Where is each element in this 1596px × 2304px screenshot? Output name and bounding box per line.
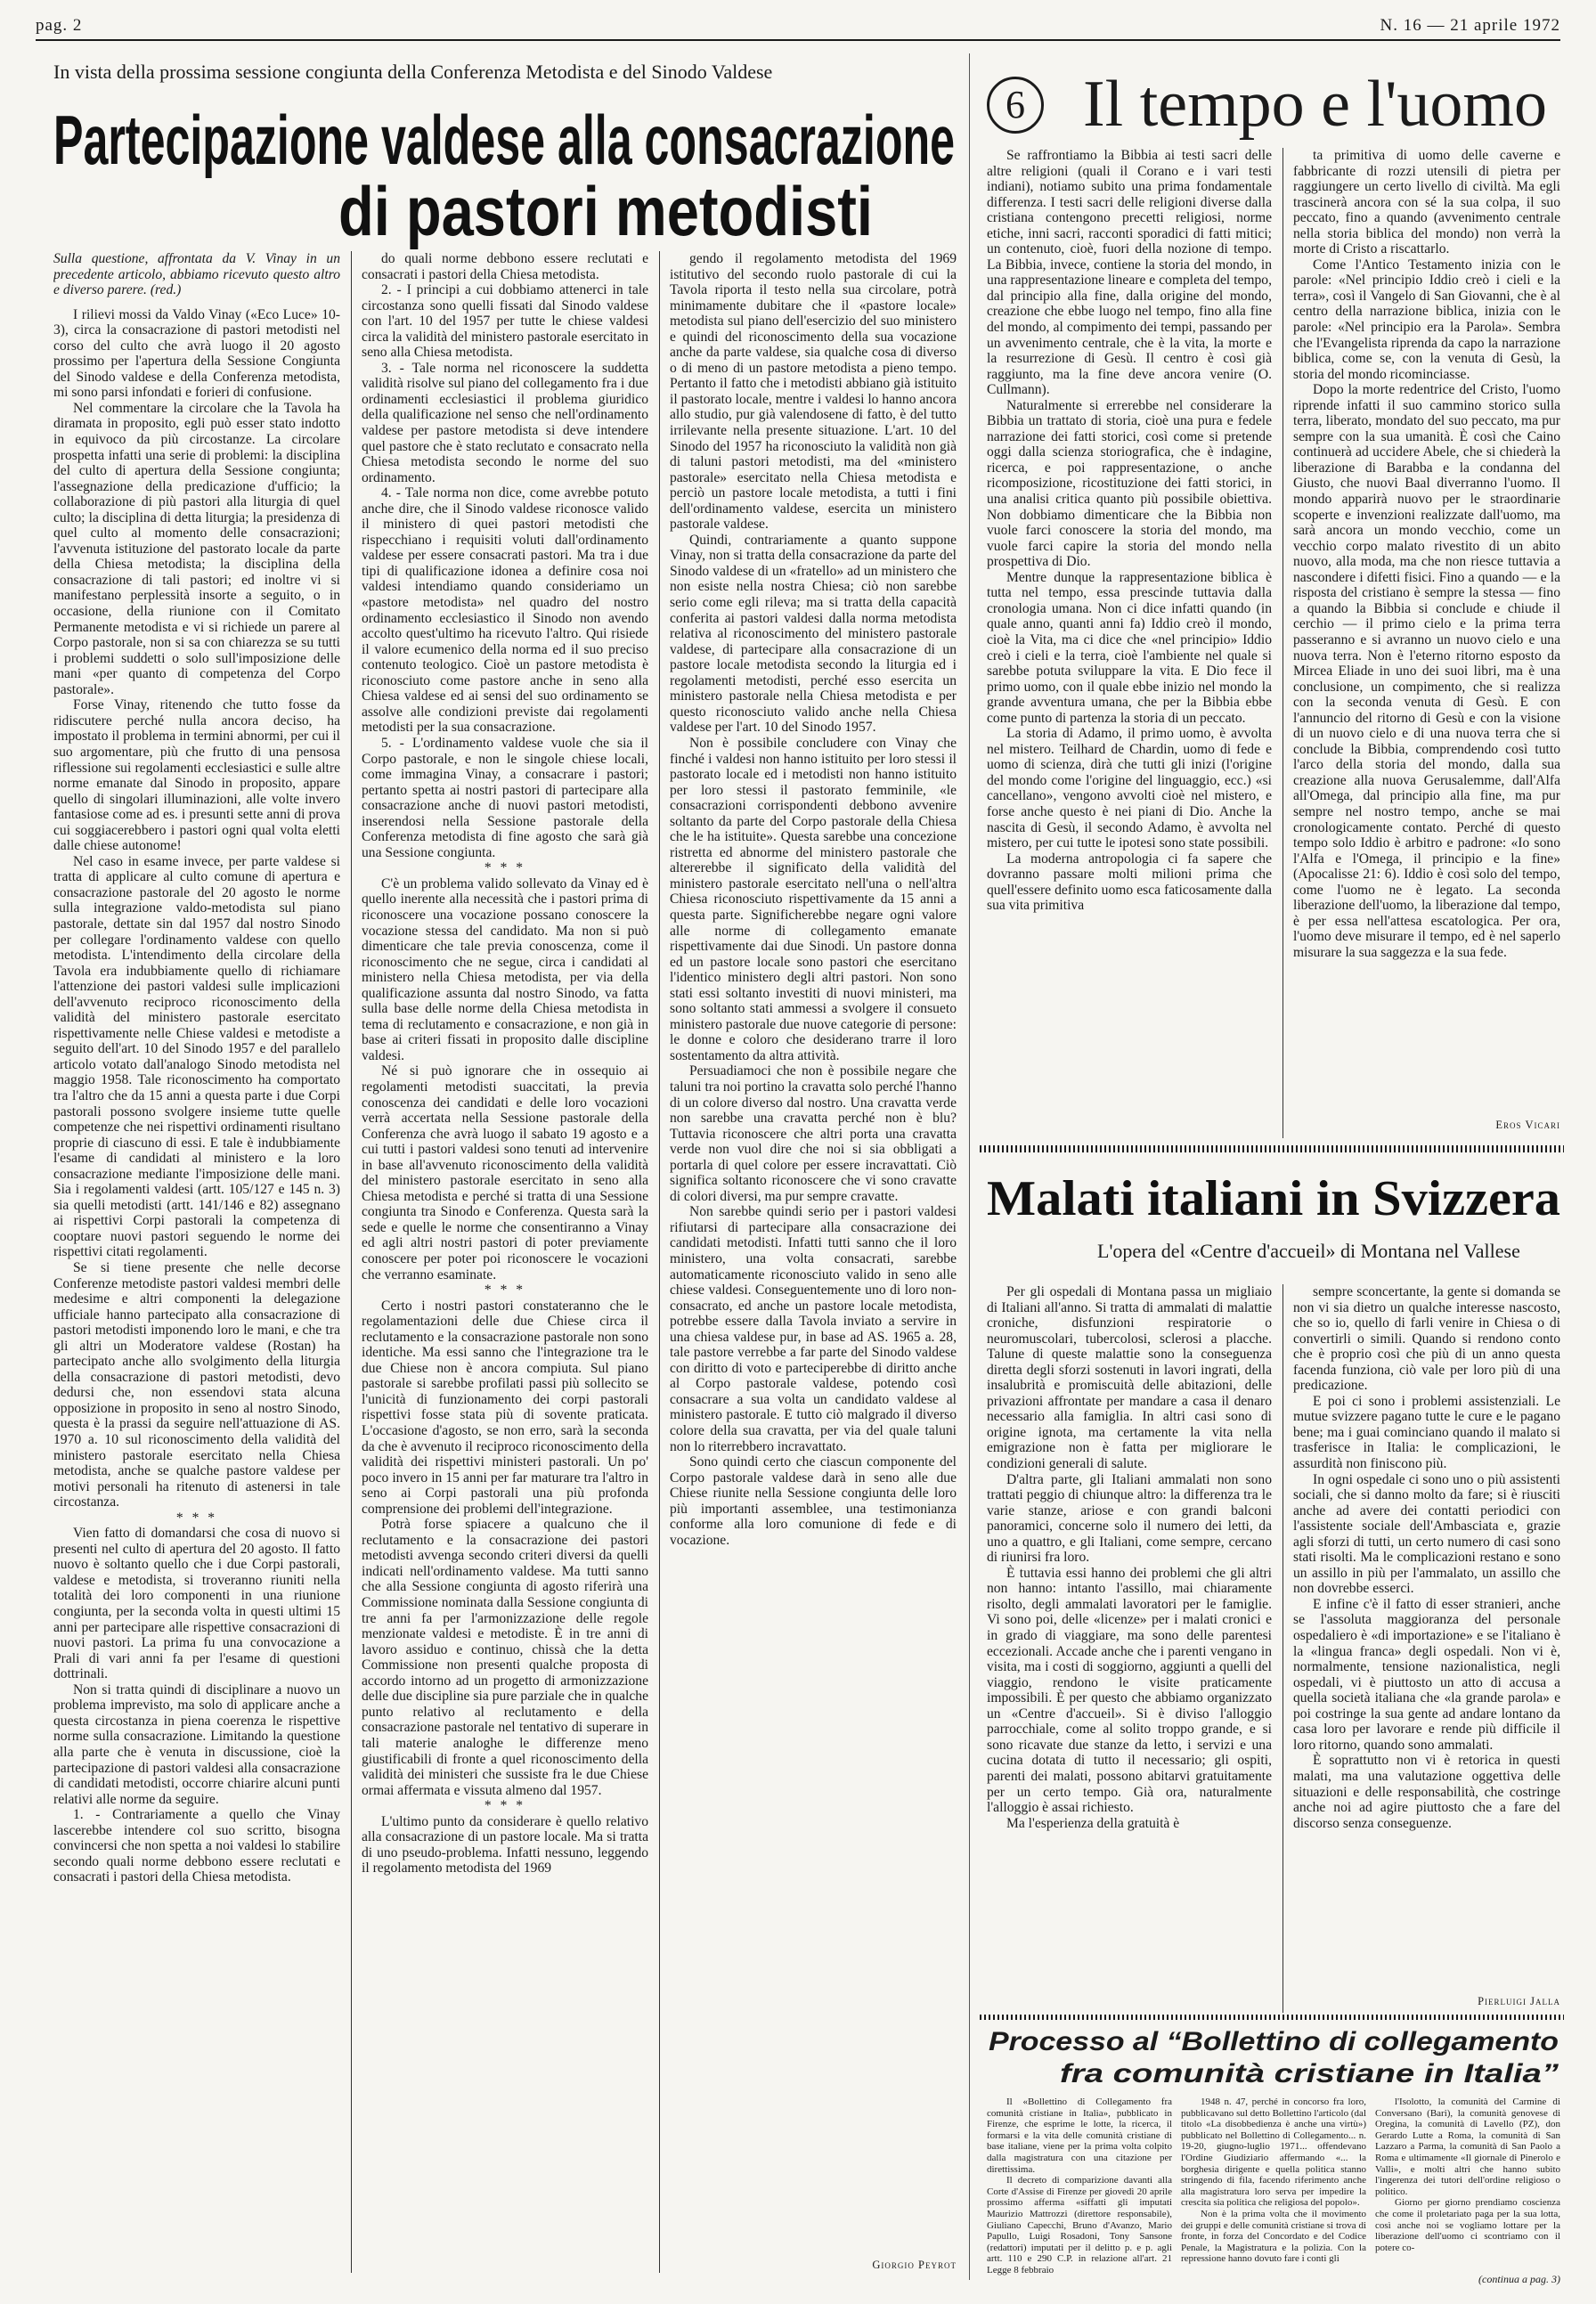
article2-column-1 xyxy=(987,148,1272,1138)
article1-paragraph: L'ultimo punto da considerare è quello relativo alla consacrazione di un pastore locale. Ma si tratta di uno pseudo-problema. Infatti nessuno, leggendo il regolamento metodista del 1969 xyxy=(362,1813,648,1877)
column-separator xyxy=(659,251,660,2273)
article1-column-2 xyxy=(362,251,648,2273)
page-number: pag. 2 xyxy=(36,16,83,35)
article1-paragraph: Non si tratta quindi di disciplinare a nuovo un problema imprevisto, ma solo di applicare anche a questa circostanza in piena coerenza le rispettive norme sulla consacrazione. Limitando la questione alla parte che è venuta in discussione, cioè la partecipazione di pastori valdesi alla consacrazione di candidati metodisti, occorre chiarire alcuni punti relativi alle norme da seguire. xyxy=(53,1681,340,1807)
article3-column-1 xyxy=(987,1284,1272,2013)
article4-paragraph: Giorno per giorno prendiamo coscienza che come il proletariato paga per la sua lotta, così anche noi se vogliamo lottare per la liberazione dell'uomo ci scontriamo con il potere co- xyxy=(1375,2197,1560,2253)
article1-paragraph: Non è possibile concludere con Vinay che finché i valdesi non hanno istituito per loro stessi il pastorato locale ed i metodisti non hanno istituito per loro stessi il pastorato femminile, «le consacrazioni corrispondenti debbono avvenire soltanto da parte del Corpo pastorale della Chiesa che le ha istituite». Questa sarebbe una concezione ristretta ed abnorme del ministero pastorale che altererebbe il significato della validità del ministero pastorale esercitato nell'una o nell'altra Chiesa riconosciuto rispettivamente da 15 anni a questa parte. Significherebbe negare ogni valore alle norme di collegamento emanate rispettivamente dai due Sinodi. Un pastore donna ed un pastore locale sono pastori che esercitano l'identico ministero degli altri pastori. Non sono stati essi soltanto investiti di nuovi ministeri, ma sono soltanto stati ammessi a svolgere il consueto ministero pastorale due nuove categorie di persone: le donne e coloro che desiderano trarre il loro sostentamento da altra attività. xyxy=(670,735,957,1063)
article1-paragraph: Nel commentare la circolare che la Tavola ha diramata in proposito, egli può esser stato indotto in equivoco da più circostanze. La circolare prospetta infatti una serie di problemi: la disciplina del culto di apertura della Sessione congiunta; l'assegnazione della predicazione d'ufficio; la collaborazione di più pastori alla liturgia di quel culto; la disciplina di detta liturgia; la presidenza di quel culto al momento delle consacrazioni; l'avvenuta istituzione del pastorato locale da parte della Chiesa metodista; la disciplina della consacrazione di tali pastori; ed inoltre vi si manifestano perplessità insorte a seguito, o in occasione, della riunione con il Comitato Permanente metodista e vi si richiede un parere al Corpo pastorale, non si sa con chiarezza se su tutti i problemi suddetti o solo sull'imposizione delle mani «per quanto di competenza del Corpo pastorale». xyxy=(53,400,340,697)
section-stars: * * * xyxy=(175,1510,218,1526)
article4-column-1 xyxy=(987,2096,1172,2284)
article2-paragraph: Se raffrontiamo la Bibbia ai testi sacri delle altre religioni (quali il Corano e i vari testi indiani), notiamo subito una prima fondamentale differenza. I testi sacri delle religioni diverse dalla cristiana contengono precetti religiosi, norme etiche, inni sacri, racconti sporadici di fatti mitici; un contenuto, cioè, fuori della nozione di tempo. La Bibbia, invece, contiene la storia del mondo, in una rappresentazione lineare e completa del tempo, dal principio alla fine, dalla origine del mondo, creazione che ebbe luogo nel tempo, fino alla fine del mondo, al compimento dei tempi, passando per un avvenimento centrale, che è la vita, la morte e la resurrezione di Gesù. Il centro è così già raggiunto, ma la fine deve ancora venire (O. Cullmann). xyxy=(987,148,1272,398)
article1-paragraph: Se si tiene presente che nelle decorse Conferenze metodiste pastori valdesi membri delle medesime e altri componenti la delegazione ufficiale hanno partecipato alla consacrazione di pastori metodisti imponendo loro le mani, e che tra gli altri un Moderatore valdese (Rostan) ha partecipato anche allo svolgimento della liturgia della consacrazione di pastori metodisti, devo dedursi che, non essendovi stata alcuna opposizione in proposito in seno al nostro Sinodo, questa è la prassi da seguire nell'attuazione di AS. 1970 a. 10 sul riconoscimento della validità del ministero pastorale esercitato nella Chiesa metodista, anche se qualche pastore valdese per motivi personali ha ritenuto di astenersi in tale circostanza. xyxy=(53,1260,340,1510)
article1-paragraph: 2. - I principi a cui dobbiamo attenerci in tale circostanza sono quelli fissati dal Sinodo valdese con l'art. 10 del 1957 per tutte le chiese valdesi circa la validità del ministero pastorale esercitato in seno alla Chiesa metodista. xyxy=(362,282,648,361)
article3-paragraph: È tuttavia essi hanno dei problemi che gli altri non hanno: intanto l'assillo, mai chiaramente risolto, degli ammalati lavoratori per le famiglie. Vi sono poi, delle «licenze» per i malati cronici e in grado di viaggiare, ma sono delle parentesi eccezionali. Accade anche che i parenti vengano in visita, ma i costi di soggiorno, aggiunti a quelli del viaggio, rendono le visite praticamente impossibili. È per questo che abbiamo organizzato un «Centre d'accueil». Si è diviso l'alloggio parrocchiale, come al solito troppo grande, e si sono ricavate due stanze da letto, i servizi e una cucina dotata di tutto il necessario; gli ospiti, parenti dei malati, possono abitarvi gratuitamente per un certo tempo. Già ora, naturalmente l'alloggio è assai richiesto. xyxy=(987,1565,1272,1816)
article1-kicker: In vista della prossima sessione congiunta della Conferenza Metodista e del Sinodo Valdese xyxy=(53,61,773,83)
article2-number-badge: 6 xyxy=(987,77,1044,134)
article1-paragraph: Certo i nostri pastori constateranno che le regolamentazioni delle due Chiese circa il reclutamento e la consacrazione pastorale non sono identiche. Ma essi sanno che l'integrazione tra le due Chiese non è ancora compiuta. Sul piano pastorale si sarebbe profilati passi più sollecito se l'unicità di funzionamento dei corpi pastorali rispettivi fosse stata più di sovente praticata. L'occasione d'agosto, se non erro, sarà la seconda da che è avvenuto il reciproco riconoscimento della validità dei rispettivi ministeri pastorali. Un po' poco invero in 15 anni per far maturare tra l'altro in seno ai Corpi pastorali una più profonda comprensione dei problemi dell'integrazione. xyxy=(362,1298,648,1517)
article1-paragraph: 3. - Tale norma nel riconoscere la suddetta validità risolve sul piano del collegamento fra i due ordinamenti ecclesiastici il problema giuridico della qualificazione nel senso che nell'ordinamento valdese per pastore metodista si deve intendere quel pastore che è stato reclutato e consacrato nella Chiesa metodista secondo le norme del suo ordinamento. xyxy=(362,360,648,485)
article1-paragraph: Persuadiamoci che non è possibile negare che taluni tra noi portino la cravatta solo perché l'hanno di un colore diverso dal nostro. Una cravatta verde non sarebbe una cravatta perché non è blu? Tuttavia riconoscere che altri porta una cravatta verde non vuol dire che noi si sia obbligati a portarla di quel colore per essere incravattati. Ciò significa soltanto riconoscere che vi sono cravatte di colori diversi, ma pur sempre cravatte. xyxy=(670,1063,957,1204)
section-divider-4 xyxy=(980,2015,1564,2020)
article4-paragraph: 1948 n. 47, perché in concorso fra loro, pubblicavano sul detto Bollettino l'articolo (dal titolo «La disobbedienza è anche una virtù») pubblicato nel Bollettino di Collegamento... n. 19-20, giugno-luglio 1971... offendevano l'Ordine Giudiziario affermando «... la borghesia dirigente e quella politica stanno stringendo di fila, facendo riferimento anche alla magistratura loro serva per impedire la crescita sia politica che religiosa del popolo». xyxy=(1181,2096,1366,2209)
section-stars: * * * xyxy=(484,1282,526,1299)
article1-paragraph: Né si può ignorare che in ossequio ai regolamenti metodisti suaccitati, la previa conoscenza dei candidati e delle loro vocazioni verrà accertata nella Sessione pastorale della Conferenza che avrà luogo il sabato 19 agosto e a cui tutti i pastori valdesi sono tenuti ad intervenire in base all'avvenuto riconoscimento della validità del ministero pastorale esercitato in seno alla Chiesa metodista e perché si tratta di una Sessione congiunta tra Sinodo e Conferenza. Questa sarà la sede e quelle le norme che consentiranno a Vinay ed agli altri nostri pastori di poter previamente conoscere per poter poi riconoscere le vocazioni che verranno esaminate. xyxy=(362,1063,648,1282)
masthead-rule xyxy=(36,39,1560,41)
article1-column-3 xyxy=(670,251,957,2202)
section-divider xyxy=(980,1145,1564,1152)
page-column-separator xyxy=(969,53,970,2280)
article3-title: Malati italiani in Svizzera xyxy=(987,1171,1560,1226)
article3-paragraph: E infine c'è il fatto di esser stranieri, anche se l'assoluta maggioranza del personale ospedaliero è «di importazione» e se l'italiano è la «lingua franca» degli ospedali. Non vi è, normalmente, tensione nazionalistica, negli ospedali, vi è piuttosto un atto di accusa a quella società italiana che «la grande parola» e poi costringe la sua gente ad andare lontano da casa loro per lavorare e rende più difficile il loro ritorno, quando sono ammalati. xyxy=(1293,1596,1560,1753)
article3-paragraph: E poi ci sono i problemi assistenziali. Le mutue svizzere pagano tutte le cure e le pagano bene; ma i guai cominciano quando il malato si trasferisce in Italia: le complicazioni, le assurdità non finiscono più. xyxy=(1293,1393,1560,1472)
article4-paragraph: Non è la prima volta che il movimento dei gruppi e delle comunità cristiane si trova di fronte, in forza del Concordato e del Codice Penale, la Magistratura e la polizia. Con la repressione hanno dovuto fare i conti gli xyxy=(1181,2208,1366,2265)
article1-paragraph: 1. - Contrariamente a quello che Vinay lascerebbe intendere col suo scritto, bisogna convincersi che non spetta a noi valdesi lo stabilire secondo quali norme debbono essere reclutati e consacrati i pastori della Chiesa metodista. xyxy=(53,1807,340,1885)
article4-column-2 xyxy=(1181,2096,1366,2284)
article1-column-1-body xyxy=(53,307,340,1885)
article1-paragraph: 5. - L'ordinamento valdese vuole che sia il Corpo pastorale, e non le singole chiese locali, come immagina Vinay, a consacrare i pastori; pertanto spetta ai nostri pastori di partecipare alla consacrazione anche di nuovi pastori metodisti, inserendosi nella Sessione pastorale della Conferenza metodista di fine agosto che sarà già una Sessione congiunta. xyxy=(362,735,648,860)
article1-paragraph: do quali norme debbono essere reclutati e consacrati i pastori della Chiesa metodista. xyxy=(362,251,648,282)
article2-paragraph: Naturalmente si errerebbe nel considerare la Bibbia un trattato di storia, cioè una pura e fedele narrazione dei fatti storici, così come si pretende oggi dalla scienza storiografica, che è indagine, ricerca, e poi rappresentazione, o anche ricomposizione, ricostituzione dei fatti storici, in una analisi critica quanto più possibile obiettiva. Non dobbiamo dimenticare che la Bibbia non vuole farci conoscere la storia del mondo, ma vuole farci capire la storia del mondo nella prospettiva di Dio. xyxy=(987,397,1272,570)
article4-title-line2: fra comunità cristiane in Italia” xyxy=(1060,2059,1559,2088)
article2-paragraph: Mentre dunque la rappresentazione biblica è tutta nel tempo, essa prescinde tuttavia dalla cronologia umana. Non ci dice infatti quando (in quale anno, quanti anni fa) Iddio creò il mondo, cioè la Vita, ma ci dice che «nel principio» Iddio creò i cieli e la terra, cioè l'ambiente nel quale si sarebbe potuta sviluppare la vita. E Dio fece il primo uomo, con il quale ebbe inizio nel mondo la grande avventura umana, che per la Bibbia ebbe come punto di partenza la storia di un peccato. xyxy=(987,569,1272,726)
article1-title-line1: Partecipazione valdese alla consacrazione xyxy=(53,101,955,179)
article1-column-1 xyxy=(53,251,340,2273)
article1-paragraph: Potrà forse spiacere a qualcuno che il reclutamento e la consacrazione dei pastori metodisti avvenga secondo criteri diversi da quelli indicati nell'ordinamento valdese. Ma tutti sanno che alla Sessione congiunta di agosto riferirà una Commissione nominata dalla Sessione congiunta di tre anni fa per l'armonizzazione delle regole menzionate valdesi e metodiste. È in tre anni di lavoro assiduo e continuo, chissà che la detta Commissione non presenti qualche proposta di accordo intorno ad un progetto di armonizzazione delle due discipline sia pure parziale che in qualche punto relativo al reclutamento e della consacrazione pastorale nel tentativo di superare in tali materie analoghe le differenze meno giustificabili di fronte a quel riconoscimento della validità dei ministeri che sussiste fra le due Chiese ormai affermata e vissuta almeno dal 1957. xyxy=(362,1517,648,1798)
article2-paragraph: La storia di Adamo, il primo uomo, è avvolta nel mistero. Teilhard de Chardin, uomo di fede e uomo di scienza, dirà che tutti gli inizi (l'origine del mondo come l'origine del linguaggio, ecc.) «si cancellano», vengono avvolti cioè nel mistero, e forse anche questo è nei piani di Dio. Anche la nascita di Gesù, il secondo Adamo, è avvolta nel mistero, per cui tutte le ipotesi sono state possibili. xyxy=(987,726,1272,851)
article2-paragraph: La moderna antropologia ci fa sapere che dovranno passare molti milioni prima che quell'essere definito uomo esca faticosamente dalla sua vita primitiva xyxy=(987,851,1272,914)
article4-paragraph: Il decreto di comparizione davanti alla Corte d'Assise di Firenze per giovedì 20 aprile prossimo afferma «siffatti gli imputati Maurizio Mattrozzi (direttore responsabile), Giuliano Capecchi, Bruno d'Avanzo, Mario Papullo, Luigi Rosadoni, Tony Sansone (redattori) imputati per il delitto p. e p. agli artt. 110 e 290 C.P. in relazione all'art. 21 Legge 8 febbraio xyxy=(987,2175,1172,2276)
article3-signature: Pierluigi Jalla xyxy=(1478,1995,1560,2007)
article1-intro: Sulla questione, affrontata da V. Vinay in un precedente articolo, abbiamo ricevuto questo altro e diverso parere. (red.) xyxy=(53,251,340,298)
article1-paragraph: Non sarebbe quindi serio per i pastori valdesi rifiutarsi di partecipare alla consacrazione dei candidati metodisti. Infatti tutti sanno che il loro ministero, una volta consacrati, sarebbe automaticamente riconosciuto valido in seno alle chiese valdesi. Conseguentemente uno di loro non-consacrato, ed anche un pastore locale metodista, potrebbe essere dalla Tavola inviato a servire in una chiesa valdese pur, in base ad AS. 1965 a. 28, tale pastore verrebbe a far parte del Sinodo valdese con diritto di voto e parteciperebbe di diritto anche al Corpo pastorale valdese, potendo così consacrare a sua volta un candidato valdese al ministero pastorale. E tutto ciò malgrado il diverso colore della sua cravatta, per via del quale taluni non lo riterrebbero incravattato. xyxy=(670,1204,957,1454)
article3-subtitle: L'opera del «Centre d'accueil» di Montana nel Vallese xyxy=(1097,1240,1520,1262)
column-separator xyxy=(1282,148,1283,1138)
article1-paragraph: 4. - Tale norma non dice, come avrebbe potuto anche dire, che il Sinodo valdese riconosce valido il ministero di quei pastori metodisti che rispecchiano i requisiti voluti dall'ordinamento valdese per essere consacrati pastori. Ma tra i due tipi di qualificazione idonea a definire cosa noi valdesi intendiamo quando consideriamo un «pastore metodista» nel quadro del nostro ordinamento ecclesiastico il Sinodo non avendo accolto quest'ultimo ha ricevuto l'altro. Qui risiede il valore ecumenico della norma ed il suo preciso contenuto teologico. Cioè un pastore metodista è riconosciuto come pastore anche in seno alla Chiesa valdese ed ai sensi del suo ordinamento se assolve alle condizioni previste dai regolamenti metodisti per la sua consacrazione. xyxy=(362,485,648,736)
article3-paragraph: È soprattutto non vi è retorica in questi malati, ma una valutazione oggettiva delle situazioni e delle responsabilità, che costringe anche noi ad agire piuttosto che a fare del discorso senza conseguenze. xyxy=(1293,1753,1560,1831)
article3-paragraph: Per gli ospedali di Montana passa un migliaio di Italiani all'anno. Si tratta di ammalati di malattie croniche, disfunzioni respiratorie o neuromuscolari, tubercolosi, sclerosi a placche. Talune di queste malattie sono la conseguenza diretta degli sforzi sostenuti in lavori ingrati, della insalubrità e promiscuità delle abitazioni, delle privazioni affrontate per mandare a casa il denaro necessario alla famiglia. In altri casi sono di origine ignota, ma certamente la vita nella emigrazione non è fatta per migliorare le condizioni generali di salute. xyxy=(987,1284,1272,1472)
article4-paragraph: Il «Bollettino di Collegamento fra comunità cristiane in Italia», pubblicato in Firenze, che esprime le lotte, la ricerca, il formarsi e la vita delle comunità cristiane di base italiane, viene per la prima volta colpito dalla magistratura con una citazione per direttissima. xyxy=(987,2096,1172,2175)
section-stars: * * * xyxy=(484,860,526,876)
article4-column-3 xyxy=(1375,2096,1560,2269)
article4-continued: (continua a pag. 3) xyxy=(1478,2273,1560,2285)
section-stars: * * * xyxy=(484,1798,526,1814)
article2-column-2 xyxy=(1293,148,1560,1110)
article2-paragraph: Come l'Antico Testamento inizia con le parole: «Nel principio Iddio creò i cieli e la terra», così il Vangelo di San Giovanni, che è al centro della narrazione biblica, inizia con le parole: «Nel principio era la Parola». Sembra che l'Evangelista riprenda da capo la narrazione biblica, come se, con la venuta di Gesù, la storia del mondo ricominciasse. xyxy=(1293,256,1560,382)
article3-paragraph: Ma l'esperienza della gratuità è xyxy=(1006,1815,1180,1831)
article2-paragraph: Dopo la morte redentrice del Cristo, l'uomo riprende infatti il suo cammino storico sulla terra, liberato, mondato del suo peccato, ma pur sempre con la sua umanità. È così che Caino continuerà ad uccidere Abele, che si chiederà la liberazione di Barabba e la condanna del Giusto, che nuovi Baal diverranno l'uomo. Il mondo apparirà nuovo per le straordinarie scoperte e invenzioni realizzate dall'uomo, ma sarà ancora un mondo vecchio, come un vecchio corpo malato rivestito di un abito nuovo, alla moda, ma che non riesce tuttavia a nascondere i difetti fisici. Fino a quando — e la risposta del cristiano è sempre la stessa — fino a quando la Bibbia si conclude e chiude il cerchio — il primo cielo e la prima terra passeranno e si avranno un nuovo cielo e una nuova terra. Non è l'eterno ritorno esposto da Mircea Eliade in uno dei suoi libri, ma è una conclusione, un compimento, che si realizza con la seconda venuta di Gesù. E con l'annuncio del ritorno di Gesù e con la visione di un nuovo cielo e di una nuova terra che si conclude la Bibbia, comprendendo così tutto l'arco della storia del mondo, dalla sua creazione alla nuova Gerusalemme, dall'Alfa all'Omega, dal principio alla fine, ma pur sempre nel nostro tempo, anche se mai cronologicamente contato. Perché di questo tempo solo Iddio è arbitro e padrone: «Io sono l'Alfa e l'Omega, il principio e la fine» (Apocalisse 21: 6). Iddio è così solo del tempo, come l'uomo ne è legato. La seconda liberazione dell'uomo, la liberazione dal tempo, è per essa nell'attesa escatologica. Per ora, l'uomo deve misurare il tempo, ed è nel saperlo misurare la sua saggezza e la sua fede. xyxy=(1293,382,1560,960)
column-separator xyxy=(1282,1284,1283,2013)
issue-date: N. 16 — 21 aprile 1972 xyxy=(1380,16,1560,35)
article1-signature: Giorgio Peyrot xyxy=(872,2259,957,2271)
column-separator xyxy=(351,251,352,2273)
article4-paragraph: l'Isolotto, la comunità del Carmine di Conversano (Bari), la comunità genovese di Oregina, la comunità di Lavello (PZ), don Gerardo Lutte a Roma, la comunità di San Lazzaro a Parma, la comunità di San Paolo a Roma e ultimamente «Il giornale di Pinerolo e Valli», e molti altri che hanno subìto l'ingerenza dei tutori dell'ordine religioso o politico. xyxy=(1375,2096,1560,2197)
article1-paragraph: gendo il regolamento metodista del 1969 istitutivo del secondo ruolo pastorale di cui la Tavola riporta il testo nella sua circolare, potrà minimamente dubitare che il «pastore locale» metodista sul piano dell'esercizio del suo ministero e quindi del riconoscimento della sua vocazione anche da parte valdese, sia qualche cosa di diverso o di meno di un pastore metodista a pieno tempo. Pertanto il fatto che i metodisti abbiano già istituito il pastorato locale, mentre i valdesi lo hanno ancora allo studio, pur già valendosene di fatto, è del tutto irrilevante nella presente situazione. L'art. 10 del Sinodo del 1957 ha riconosciuto la validità non già di taluni pastori metodisti, ma del «ministero pastorale» esercitato nella Chiesa metodista e perciò un pastore locale metodista, a tutti i fini dell'ordinamento valdese, esercita un ministero pastorale valdese. xyxy=(670,251,957,533)
article2-signature: Eros Vicari xyxy=(1495,1119,1560,1131)
article2-paragraph: ta primitiva di uomo delle caverne e fabbricante di rozzi utensili di pietra per raggiungere un certo livello di civiltà. Ma egli trascinerà ancora con sé la sua colpa, il suo peccato, fino a quando (avvenimento centrale nella storia biblica del mondo) non verrà la morte di Cristo a riscattarlo. xyxy=(1293,148,1560,257)
article4-title-line1: Processo al “Bollettino di collegamento xyxy=(989,2027,1559,2056)
article1-paragraph: I rilievi mossi da Valdo Vinay («Eco Luce» 10-3), circa la consacrazione di pastori metodisti nel corso del culto che avrà luogo il 20 agosto prossimo per l'apertura della Sessione Congiunta del Sinodo valdese e della Conferenza metodista, mi sono parsi infondati e forieri di confusione. xyxy=(53,306,340,401)
article1-paragraph: C'è un problema valido sollevato da Vinay ed è quello inerente alla necessità che i pastori prima di riconoscere una vocazione possano conoscere la vocazione stessa del candidato. Ma non si può dimenticare che tale previa conoscenza, come il riconoscimento che ne segue, circa i candidati al ministero nella Chiesa metodista, per via della qualificazione assunta dal nostro Sinodo, va fatta sulla base delle norme della Chiesa metodista in tema di reclutamento e consacrazione, e non già in base ai criteri fissati in proposito dalle discipline valdesi. xyxy=(362,875,648,1063)
article1-paragraph: Vien fatto di domandarsi che cosa di nuovo si presenti nel culto di apertura del 20 agosto. Il fatto nuovo è soltanto quello che i due Corpi pastorali, valdese e metodista, si troveranno riuniti nella totalità dei loro componenti in una riunione congiunta, per la seconda volta in questi ultimi 15 anni per partecipare alle rispettive consacrazioni di nuovi pastori. La prima fu una convocazione a Prali di vari anni fa per l'esame di questioni dottrinali. xyxy=(53,1526,340,1682)
article3-paragraph: sempre sconcertante, la gente si domanda se non vi sia dietro un qualche interesse nascosto, che so io, quello di farli venire in Chiesa o di convertirli o simili. Quando si rendono conto che è proprio così che più di un anno questa facenda funziona, ciò vale per loro più di una predicazione. xyxy=(1293,1284,1560,1394)
article1-paragraph: Quindi, contrariamente a quanto suppone Vinay, non si tratta della consacrazione da parte del Sinodo valdese di un «fratello» ad un ministero che non esiste nella nostra Chiesa; ciò non sarebbe serio come egli rileva; ma si tratta della capacità conferita ai pastori valdesi dalla norma metodista relativa al riconoscimento del ministero pastorale valdese, di partecipare alla consacrazione di un pastore locale metodista secondo la liturgia ed i regolamenti metodisti, perché esso esercita un ministero pastorale nella Chiesa metodista e per questo riconosciuto valido anche nella Chiesa valdese per l'art. 10 del Sinodo 1957. xyxy=(670,532,957,736)
article2-title: Il tempo e l'uomo xyxy=(1083,68,1547,141)
article3-paragraph: D'altra parte, gli Italiani ammalati non sono trattati peggio di chiunque altro: la differenza tra le varie stanze, ariose e con grandi balconi panoramici, concerne solo il numero dei letti, da uno a quattro, e gli Italiani, come sempre, cercano di riunirsi fra loro. xyxy=(987,1471,1272,1566)
article1-paragraph: Forse Vinay, ritenendo che tutto fosse da ridiscutere perché nulla ancora deciso, ha impostato il problema in termini abnormi, per cui il suo argomentare, più che frutto di una pensosa riflessione sui regolamenti ecclesiastici e sulle altre norme emanate dal Sinodo in proposito, appare quello di singolari illuminazioni, alle volte invero fantasiose come ad es. i presunti sette anni di prova cui soggiacerebbero i pastori ogni qual volta eletti dalle chiese autonome! xyxy=(53,697,340,854)
article3-column-2 xyxy=(1293,1284,1560,1988)
article1-paragraph: Sono quindi certo che ciascun componente del Corpo pastorale valdese darà in seno alle due Chiese riunite nella Sessione congiunta delle loro più importanti assemblee, una testimonianza conforme alla loro comunione di fede e di vocazione. xyxy=(670,1454,957,1548)
article3-paragraph: In ogni ospedale ci sono uno o più assistenti sociali, che si danno molto da fare; si è riusciti anche ad avere dei contatti periodici con l'assistente sociale dell'Ambasciata e, grazie agli sforzi di tutti, un certo numero di casi sono stati risolti. Ma le complicazioni restano e sono un assillo in più per l'ammalato, un assillo che non dovrebbe esserci. xyxy=(1293,1471,1560,1597)
article1-title-line2: di pastori metodisti xyxy=(338,172,873,250)
article1-paragraph: Nel caso in esame invece, per parte valdese si tratta di applicare al culto comune di apertura e consacrazione pastorale del 20 agosto le norme sulla integrazione valdo-metodista sul piano pastorale, dettate sin dal 1957 dal nostro Sinodo per collegare l'ordinamento valdese con quello metodista. L'intendimento della circolare della Tavola era indubbiamente quello di richiamare l'attenzione dei pastori valdesi sulle implicazioni dell'avvenuto reciproco riconoscimento della validità del ministero pastorale esercitato rispettivamente nelle Chiese valdesi e metodiste a seguito dell'art. 10 del Sinodo 1957 e del parallelo articolo votato dall'analogo Sinodo metodista nel maggio 1958. Tale riconoscimento ha comportato tra l'altro che da 15 anni a questa parte i due Corpi pastorali possono svolgere insieme tutte quelle competenze che nei rispettivi ordinamenti risultano proprie di ciascuno di essi. E tale è indubbiamente l'esame di candidati al ministero e la loro consacrazione mediante l'imposizione delle mani. Sia i regolamenti valdesi (artt. 105/127 e 145 n. 3) sia quelli metodisti (artt. 141/146 e 82) assegnano ai rispettivi Corpi pastorali la competenza di cooptare nuovi pastori seguendo le norme dei rispettivi citati regolamenti. xyxy=(53,853,340,1260)
